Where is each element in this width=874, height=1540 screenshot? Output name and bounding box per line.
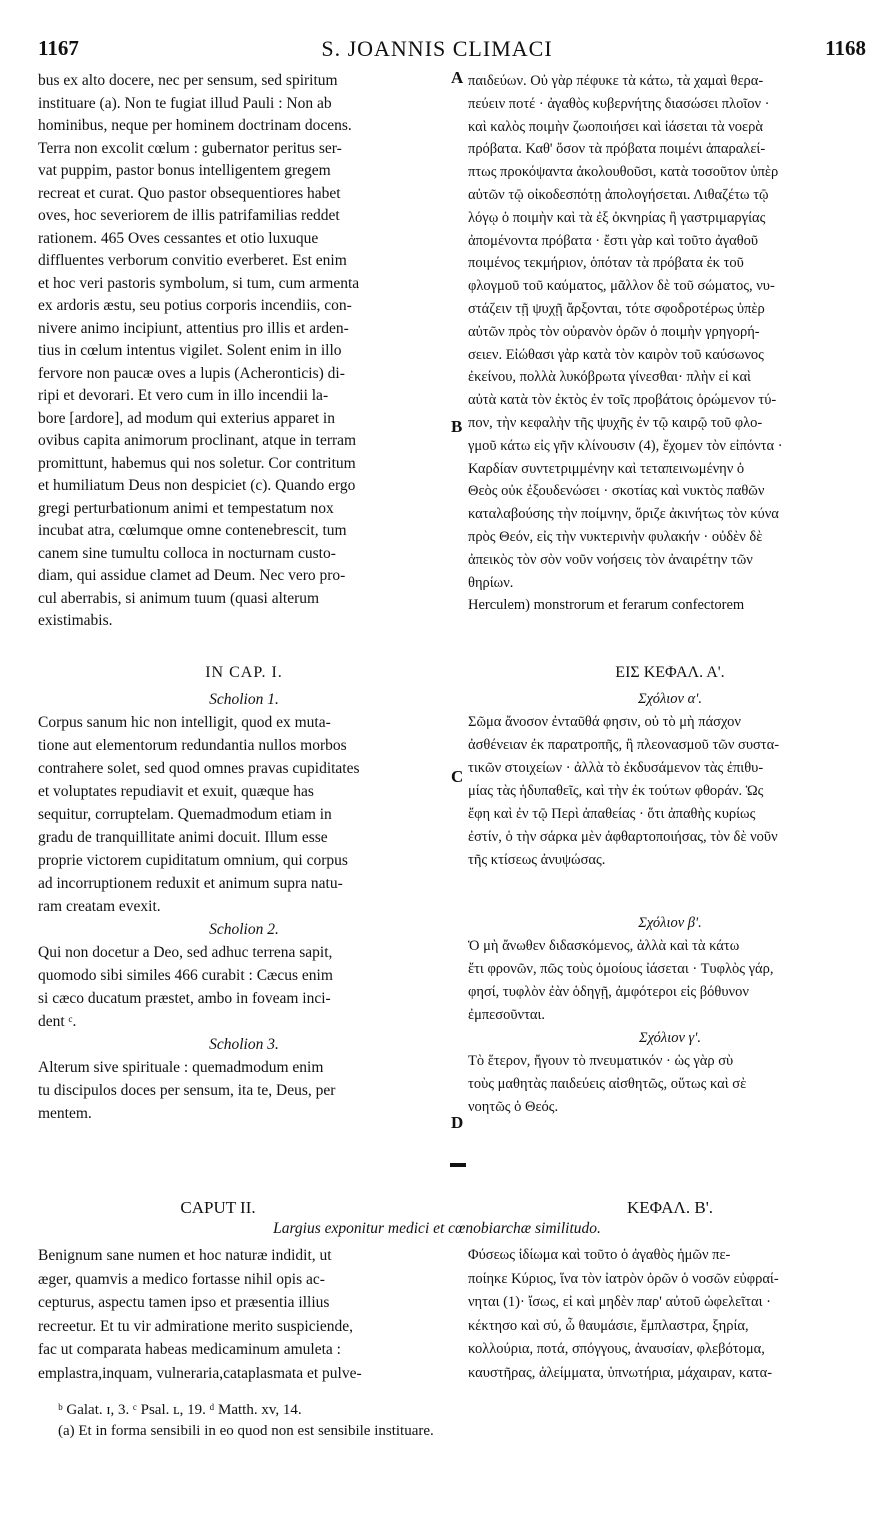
caput-latin-text: [38, 1244, 450, 1385]
caput-greek-line: κέκτησο καὶ σύ, ὦ θαυμάσιε, ἔμπλαστρα, ξηρία,: [468, 1317, 749, 1334]
caput-greek-heading: ΚΕΦΑΛ. Β'.: [626, 1198, 714, 1217]
latin-text-line: ex ardoris æstu, seu potius corporis incendiis, con-: [38, 297, 352, 314]
caput-greek-line: καυστῆρας, ἀλείμματα, ὑπνωτήρια, μάχαιραν, κατα-: [468, 1364, 773, 1381]
scholion-heading: Scholion 1.: [209, 691, 279, 708]
page-header: [0, 36, 874, 66]
caput-greek-line: ποίηκε Κύριος, ἵνα τὸν ἰατρὸν ὁρῶν ὁ νοσῶν εὐφραί-: [468, 1270, 779, 1287]
scholion-line: ἔφη καὶ ἐν τῷ Περὶ ἀπαθείας · ὅτι ἀπαθὴς κυρίως: [468, 806, 756, 822]
greek-text-line: πρόβατα. Καθ' ὅσον τὰ πρόβατα ποιμένι ἀπαραλεί-: [468, 141, 766, 158]
latin-text-line: diam, qui assidue clamet ad Deum. Nec vero pro-: [38, 567, 346, 584]
scholion-line: Τὸ ἕτερον, ἤγουν τὸ πνευματικόν · ὡς γὰρ σὺ: [468, 1053, 734, 1069]
greek-text-line: Herculem) monstrorum et ferarum confectorem: [468, 597, 745, 614]
latin-text-line: instituare (a). Non te fugiat illud Pauli : Non ab: [38, 94, 332, 112]
greek-scholia: [468, 688, 872, 1119]
caput-latin-heading: CAPUT II.: [180, 1198, 256, 1217]
greek-text-line: καὶ καλὸς ποιμὴν ζωοποιήσει καὶ ἰάσεται τὰ νοερὰ: [468, 118, 763, 135]
scholion-line: φησί, τυφλὸν ἐὰν ὁδηγῇ, ἀμφότεροι εἰς βόθυνον: [468, 984, 749, 1000]
scholion-heading: Σχόλιον α'.: [638, 691, 702, 707]
scholion-line: Alterum sive spirituale : quemadmodum enim: [38, 1059, 324, 1076]
latin-text-line: nivere animo incipiunt, attentius pro illis et arden-: [38, 319, 349, 337]
latin-text-line: canem sine tumultu colloca in nocturnam custo-: [38, 544, 336, 562]
greek-text-line: πτως προκόψαντα ἀκολουθοῦσι, κατὰ τοσοῦτον ὑπὲρ: [468, 164, 779, 181]
scholion-line: quomodo sibi similes 466 curabit : Cæcus enim: [38, 967, 333, 984]
scholion-line: si cæco ducatum præstet, ambo in foveam inci-: [38, 990, 331, 1007]
greek-text-line: Θεὸς οὐκ ἐξουδενώσει · σκοτίας καὶ νυκτὸς παθῶν: [468, 483, 765, 500]
scholion-line: et voluptates repudiavit et exuit, quæque has: [38, 783, 314, 800]
latin-text-line: incubat atra, cœlumque omne contenebrescit, tum: [38, 522, 347, 539]
footnote-a: (a) Et in forma sensibili in eo quod non est sensibile instituare.: [58, 1423, 434, 1439]
greek-text-line: σειεν. Εἰώθασι γὰρ κατὰ τὸν καιρὸν τοῦ καύσωνος: [468, 346, 764, 363]
margin-mark-a: A: [451, 68, 464, 87]
greek-text-line: ποιμένος τεκμήριον, ὁπόταν τὰ πρόβατα ἐκ τοῦ: [468, 255, 744, 272]
scholion-line: Corpus sanum hic non intelligit, quod ex muta-: [38, 714, 331, 731]
running-title: S. JOANNIS CLIMACI: [321, 36, 553, 61]
greek-column-top: [468, 70, 872, 617]
greek-text-line: αὐτῶν τῷ οἰκοδεσπότῃ ἀπολογήσεται. Λιθαζέτω τῷ: [468, 186, 769, 203]
margin-mark-b: B: [451, 417, 463, 436]
latin-text-line: rationem. 465 Oves cessantes et otio luxuque: [38, 229, 319, 247]
caput-latin-line: recreetur. Et tu vir admiratione merito suspiciende,: [38, 1317, 354, 1335]
margin-mark-c: C: [451, 767, 464, 786]
latin-text-line: et hoc veri pastoris symbolum, si tum, cum armenta: [38, 274, 360, 292]
scholion-heading: Σχόλιον γ'.: [638, 1030, 701, 1046]
latin-text-line: gregi perturbationum animi et tempestatum nox: [38, 499, 334, 517]
latin-text-line: oves, hoc severiorem de illis patrifamilias reddet: [38, 207, 340, 224]
greek-text-line: πεύειν ποτέ · ἀγαθὸς κυβερνήτης διασώσει πλοῖον ·: [468, 95, 770, 112]
latin-text-line: cul aberrabis, si animum tuum (quasi alterum: [38, 589, 320, 607]
scholion-line: contrahere solet, sed quod omnes pravas cupiditates: [38, 760, 360, 777]
greek-text-line: γμοῦ κάτω εἰς γῆν κλίνουσιν (4), ἔχομεν τὸν εἰπόντα ·: [468, 437, 783, 454]
latin-text-line: ovibus capita animorum proclinant, atque in terram: [38, 432, 357, 449]
scholion-line: νοητῶς ὁ Θεός.: [468, 1099, 559, 1115]
caput-latin-line: æger, quamvis a medico fortasse nihil opis ac-: [38, 1270, 325, 1288]
footnote-refs: ᵇ Galat. ɪ, 3. ᶜ Psal. ʟ, 19. ᵈ Matth. xv, 14.: [58, 1402, 302, 1418]
caput-latin-line: Benignum sane numen et hoc naturæ indidit, ut: [38, 1247, 332, 1264]
caput-latin-line: cepturus, aspectu tamen ipso et præsentia illius: [38, 1294, 330, 1311]
caput-greek-line: Φύσεως ἰδίωμα καὶ τοῦτο ὁ ἀγαθὸς ἡμῶν πε-: [468, 1247, 731, 1263]
page-number-left: 1167: [38, 36, 79, 60]
latin-text-line: ripi et devorari. Et vero cum in illo incendii la-: [38, 387, 329, 404]
latin-text-line: fervore non paucæ oves a lupis (Acheronticis) di-: [38, 364, 345, 382]
scholion-line: τῆς κτίσεως ἀνυψώσας.: [468, 852, 606, 868]
scholion-line: ἐμπεσοῦνται.: [468, 1007, 546, 1023]
scholion-line: τικῶν στοιχείων · ἀλλὰ τὸ ἐκδυσάμενον τὰς ἐπιθυ-: [468, 760, 764, 776]
caput-latin-line: emplastra,inquam, vulneraria,cataplasmata et pulve-: [38, 1364, 362, 1382]
greek-text-line: Καρδίαν συντετριμμένην καὶ τεταπεινωμένην ὁ: [468, 460, 745, 477]
latin-text-line: bus ex alto docere, nec per sensum, sed spiritum: [38, 72, 338, 89]
greek-text-line: πρὸς Θεόν, εἰς τὴν νυκτερινὴν φυλακήν · οὐδὲν δὲ: [468, 528, 763, 545]
footnotes: [58, 1400, 858, 1442]
page-number-right: 1168: [825, 36, 866, 60]
greek-text-line: αὐτῶν πρὸς τὸν οὐρανὸν ὁρῶν ὁ ποιμὴν γρηγορή-: [468, 323, 760, 340]
latin-scholia: [38, 688, 450, 1125]
in-cap-latin-heading: IN CAP. I.: [205, 664, 283, 681]
latin-text-line: recreat et curat. Quo pastor obsequentiores habet: [38, 184, 341, 202]
scholion-line: proprie victorem cupiditatum omnium, qui corpus: [38, 852, 348, 869]
scholion-heading: Scholion 2.: [209, 921, 279, 938]
scholion-heading: Σχόλιον β'.: [638, 915, 702, 931]
greek-text-line: πον, τὴν κεφαλὴν τῆς ψυχῆς ἐν τῷ καιρῷ τοῦ φλο-: [468, 414, 763, 431]
scholion-heading: Scholion 3.: [209, 1036, 279, 1053]
greek-text-line: αὐτὰ κατὰ τὸν ἐκτὸς ἐν τοῖς προβάτοις ὁρώμενον τύ-: [468, 392, 777, 409]
scholion-line: gradu de tranquillitate animi docuit. Illum esse: [38, 829, 328, 846]
latin-text-line: et humiliatum Deus non despiciet (c). Quando ergo: [38, 477, 356, 494]
scholion-line: ad incorruptionem reduxit et animum supra natu-: [38, 875, 343, 892]
scholion-line: Σῶμα ἄνοσον ἐνταῦθά φησιν, οὐ τὸ μὴ πάσχον: [468, 714, 741, 730]
greek-text-line: ἐκείνου, πολλὰ λυκόβρωτα γίνεσθαι· πλὴν εἰ καὶ: [468, 369, 751, 386]
scholion-line: ram creatam evexit.: [38, 898, 161, 915]
latin-text-line: vat puppim, pastor bonus intelligentem gregem: [38, 162, 331, 179]
scholion-line: tione aut elementorum redundantia nullos morbos: [38, 737, 347, 754]
greek-text-line: ἀπεικὸς τὸν σὸν νοῦν νοήσεις τὸν ἀναιρέτην τῶν: [468, 551, 753, 568]
scholion-line: Qui non docetur a Deo, sed adhuc terrena sapit,: [38, 944, 333, 961]
greek-text-line: καταλαβούσης τὴν ποίμνην, ὅριζε ἀκινήτως τὸν κύνα: [468, 506, 779, 523]
scholion-line: Ὁ μὴ ἄνωθεν διδασκόμενος, ἀλλὰ καὶ τὰ κάτω: [468, 938, 740, 954]
latin-column-top: [38, 70, 450, 633]
caput-latin-line: fac ut comparata habeas medicaminum amuleta :: [38, 1341, 341, 1358]
margin-mark-d: D: [451, 1113, 464, 1132]
scholion-line: ἔτι φρονῶν, πῶς τοὺς ὁμοίους ἰάσεται · Τυφλὸς γάρ,: [468, 961, 774, 977]
scholion-line: ἀσθένειαν ἐκ παρατροπῆς, ἢ πλεονασμοῦ τῶν συστα-: [468, 737, 780, 753]
greek-text-line: στάζειν τῇ ψυχῇ ἄρξονται, τότε σφοδροτέρως ὑπὲρ: [468, 300, 765, 317]
latin-text-line: hominibus, neque per hominem doctrinam docens.: [38, 117, 352, 134]
caput-greek-line: νηται (1)· ἴσως, εἰ καὶ μηδὲν παρ' αὐτοῦ ὠφελεῖται ·: [468, 1294, 771, 1310]
scholion-line: tu discipulos doces per sensum, ita te, Deus, per: [38, 1082, 336, 1099]
latin-text-line: promittunt, habemus qui nos soletur. Cor contritum: [38, 454, 356, 472]
greek-text-line: φλογμοῦ τοῦ καύματος, μᾶλλον δὲ τοῦ σώματος, νυ-: [468, 278, 775, 295]
scholion-line: mentem.: [38, 1105, 92, 1122]
in-cap-greek-heading: ΕΙΣ ΚΕΦΑΛ. Α'.: [615, 664, 725, 681]
greek-text-line: ἀπομένοντα πρόβατα · ἔστι γὰρ καὶ τοῦτο ἀγαθοῦ: [468, 232, 759, 249]
latin-text-line: bore [ardore], ad modum qui exterius apparet in: [38, 409, 335, 427]
latin-text-line: tius in cœlum intentus vigilet. Solent enim in illo: [38, 342, 342, 359]
caput-greek-text: [468, 1244, 872, 1385]
latin-text-line: diffluentes verborum convitio everberet. Est enim: [38, 252, 347, 269]
scholion-line: τοὺς μαθητὰς παιδεύεις αἰσθητῶς, οὕτως καὶ σὲ: [468, 1076, 747, 1092]
latin-text-line: Terra non excolit cœlum : gubernator peritus ser-: [38, 139, 342, 157]
scholion-line: ἐστίν, ὁ τὴν σάρκα μὲν ἀφθαρτοποιήσας, τὸν δὲ νοῦν: [468, 829, 778, 845]
caput-greek-line: κολλούρια, ποτά, σπόγγους, ἀναυσίαν, φλεβότομα,: [468, 1341, 765, 1357]
greek-text-line: λόγῳ ὁ ποιμὴν καὶ τὰ ἐξ ὀκνηρίας ἢ γαστριμαργίας: [468, 209, 766, 226]
greek-text-line: θηρίων.: [468, 574, 514, 591]
section-divider: [450, 1163, 466, 1167]
latin-text-line: existimabis.: [38, 612, 113, 629]
scholion-line: dent ᶜ.: [38, 1013, 77, 1030]
greek-text-line: παιδεύων. Οὐ γὰρ πέφυκε τὰ κάτω, τὰ χαμαὶ θερα-: [468, 73, 764, 89]
scholion-line: μίας τὰς ἡδυπαθεῖς, καὶ τὴν ἐκ τούτων φθοράν. Ὡς: [468, 783, 764, 799]
scholion-line: sequitur, corruptelam. Quemadmodum etiam in: [38, 806, 332, 823]
caput-subtitle: Largius exponitur medici et cœnobiarchæ similitudo.: [273, 1220, 601, 1237]
